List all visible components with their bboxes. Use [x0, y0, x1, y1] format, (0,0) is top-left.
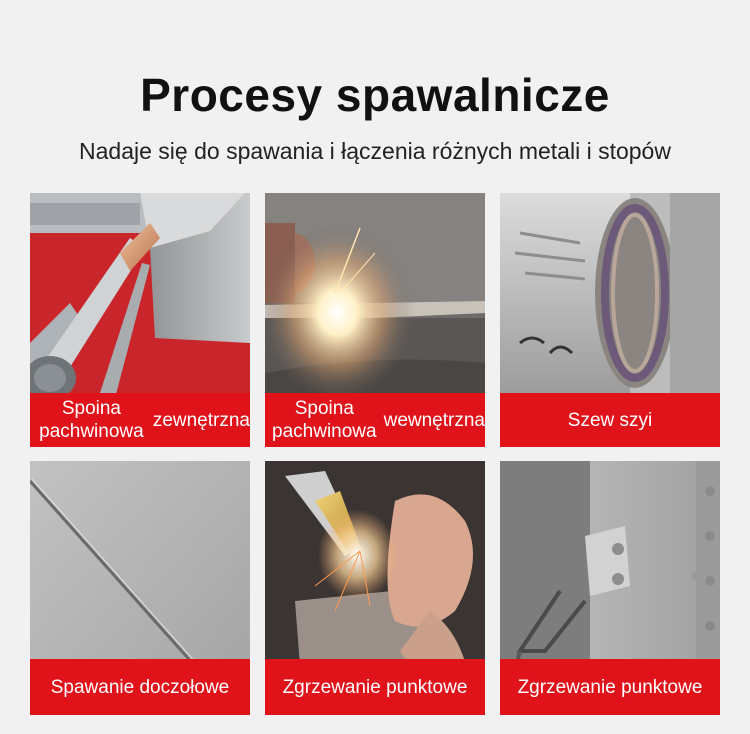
card-label: Spawanie doczołowe [30, 659, 250, 715]
card-spot-weld-handle [500, 461, 720, 715]
page-title: Procesy spawalnicze [140, 69, 610, 121]
page-subtitle: Nadaje się do spawania i łączenia różnych metali i stopów [79, 138, 671, 164]
card-neck-seam-weld [500, 193, 720, 447]
card-label: Szew szyi [500, 393, 720, 447]
card-label: Zgrzewanie punktowe [500, 659, 720, 715]
card-external-fillet-weld [30, 193, 250, 447]
card-label: Spoina pachwinowa zewnętrzna [30, 393, 250, 447]
card-butt-weld [30, 461, 250, 715]
card-label: Zgrzewanie punktowe [265, 659, 485, 715]
card-internal-fillet-weld [265, 193, 485, 447]
card-spot-weld-hand [265, 461, 485, 715]
card-label: Spoina pachwinowa wewnętrzna [265, 393, 485, 447]
